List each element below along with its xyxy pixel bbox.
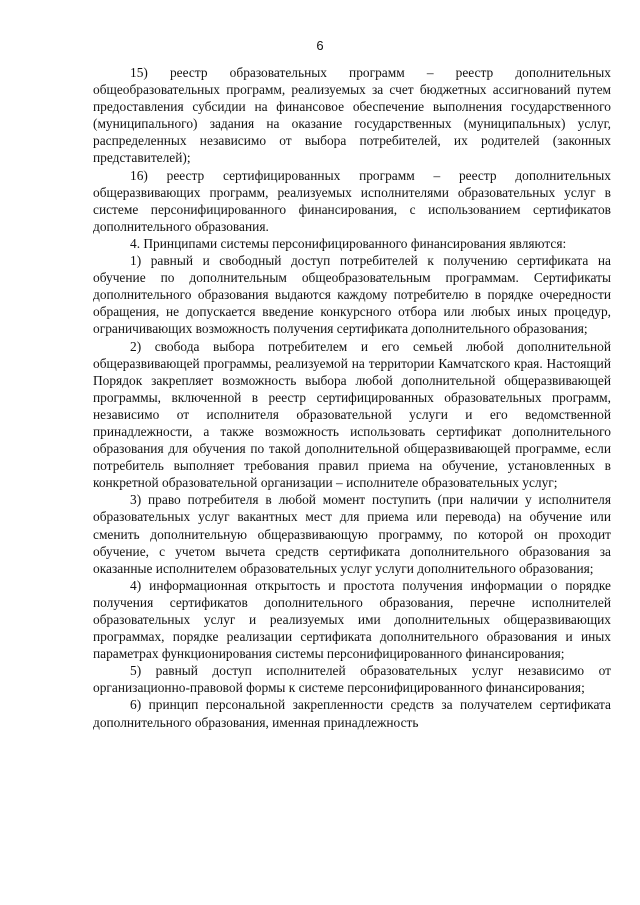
paragraph-principle-1: 1) равный и свободный доступ потребителей к получению сертификата на обучение по дополнительным общеобразовательным программам. Сертификаты дополнительного образования выдаются каждому потребителю в порядке очередности обращения, не допускается введение конкурсного отбора или любых иных процедур, ограничивающих возможность получения сертификата дополнительного образования; — [93, 253, 611, 337]
paragraph-principle-5: 5) равный доступ исполнителей образовательных услуг независимо от организационно-правовой формы к системе персонифицированного финансирования; — [93, 663, 611, 696]
paragraph-principle-6: 6) принцип персональной закрепленности средств за получателем сертификата дополнительного образования, именная принадлежность — [93, 697, 611, 730]
page-number: 6 — [316, 38, 324, 53]
paragraph-principle-4: 4) информационная открытость и простота получения информации о порядке получения сертификатов дополнительного образования, перечне исполнителей образовательных услуг и реализуемых ими дополнительных общеразвивающих программах, порядке реализации сертификата дополнительного образования и иных параметрах функционирования системы персонифицированного финансирования; — [93, 577, 611, 662]
document-body — [93, 64, 611, 731]
paragraph-item-16: 16) реестр сертифицированных программ – реестр дополнительных общеразвивающих программ, реализуемых исполнителями образовательных услуг в системе персонифицированного финансирования, с использованием сертификатов дополнительного образования. — [93, 167, 611, 234]
paragraph-principle-2: 2) свобода выбора потребителем и его семьей любой дополнительной общеразвивающей программы, реализуемой на территории Камчатского края. Настоящий Порядок закрепляет возможность выбора любой дополнительной общеразвивающей программы, включенной в реестр сертифицированных образовательных программ, независимо от исполнителя образовательной услуги и его ведомственной принадлежности, а также возможность использовать сертификат дополнительного образования для обучения по такой дополнительной общеразвивающей программе, если потребитель выполняет требования правил приема на обучение, установленных в конкретной образовательной организации – исполнителе образовательных услуг; — [93, 338, 611, 491]
paragraph-section-4: 4. Принципами системы персонифицированного финансирования являются: — [130, 235, 567, 251]
paragraph-item-15: 15) реестр образовательных программ – реестр дополнительных общеобразовательных программ, реализуемых за счет бюджетных ассигнований путем предоставления субсидии на финансовое обеспечение выполнения государственного (муниципального) задания на оказание государственных (муниципальных) услуг, распределенных независимо от выбора потребителей, их родителей (законных представителей); — [93, 65, 611, 166]
paragraph-principle-3: 3) право потребителя в любой момент поступить (при наличии у исполнителя образовательных услуг вакантных мест для приема или перевода) на обучение или сменить дополнительную общеразвивающую программу, по которой он проходит обучение, с учетом вычета средств сертификата дополнительного образования за оказанные исполнителем образовательных услуг услуги дополнительного образования; — [93, 492, 611, 576]
